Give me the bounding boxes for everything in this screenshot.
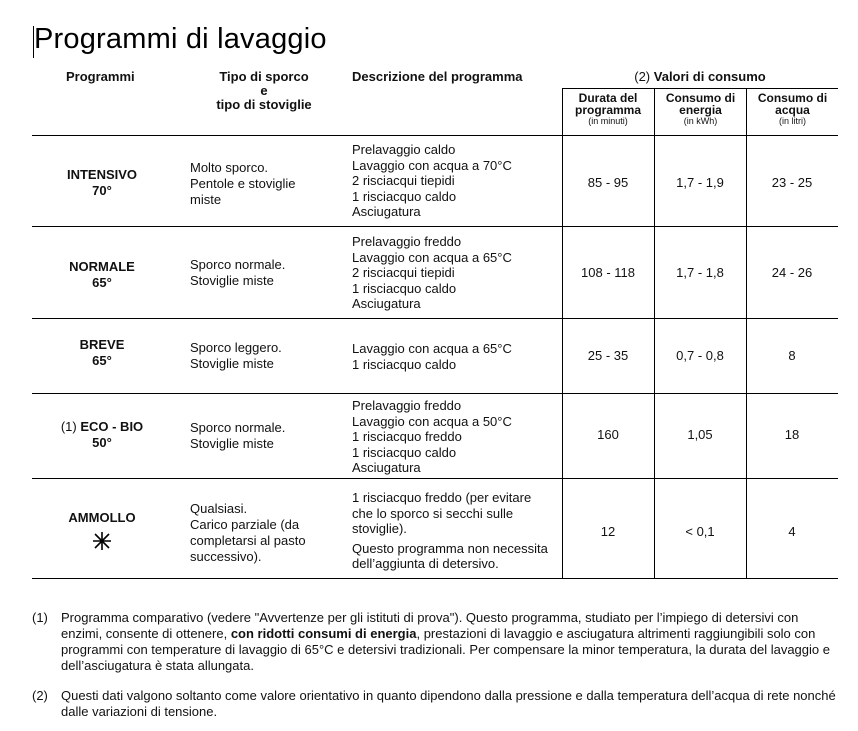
header-acqua-label: Consumo di acqua xyxy=(757,91,828,117)
table-row xyxy=(32,319,838,393)
header-tipo-line2: e xyxy=(260,83,268,98)
description-line: Prelavaggio freddo xyxy=(352,398,462,413)
header-energia xyxy=(655,92,746,127)
table-rule-bottom xyxy=(32,578,838,579)
program-footnote-ref: (1) xyxy=(60,419,77,434)
header-descrizione: Descrizione del programma xyxy=(352,69,523,84)
program-label: INTENSIVO xyxy=(66,167,138,182)
description-line: Prelavaggio freddo xyxy=(352,234,462,249)
description-line: che lo sporco si secchi sulle xyxy=(352,505,514,521)
program-temp: 65° xyxy=(92,353,112,368)
header-programmi: Programmi xyxy=(66,69,135,84)
header-valori-consumo xyxy=(562,69,838,85)
header-durata-label: Durata del programma xyxy=(574,91,642,117)
program-name xyxy=(32,337,172,369)
acqua-value: 23 - 25 xyxy=(771,175,813,190)
program-name xyxy=(32,510,172,552)
program-label: ECO - BIO xyxy=(80,419,144,434)
soil-type: Sporco leggero. Stoviglie miste xyxy=(190,340,282,371)
footnote-2 xyxy=(32,688,838,722)
energia-value: < 0,1 xyxy=(685,524,715,539)
program-temp: 70° xyxy=(92,183,112,198)
footnote-number: (2) xyxy=(32,688,48,703)
energia-value: 1,7 - 1,9 xyxy=(676,175,724,190)
energia-value: 1,7 - 1,8 xyxy=(676,265,724,280)
header-durata-unit: (in minuti) xyxy=(588,116,628,126)
durata-value: 160 xyxy=(597,427,619,442)
footnote-text-b: , prestazioni di lavaggio e asciugatura altrimenti raggiungibili solo con programmi con temperature di lavaggio di 65°C e detersivi tradizionali. Per compensare la minor temperatura, la durata del lavaggio e dell’asciugatura è stata allungata. xyxy=(61,626,830,673)
description-line: 1 risciacquo caldo xyxy=(352,188,457,204)
description-line: 1 risciacquo caldo xyxy=(352,356,457,372)
durata-value: 25 - 35 xyxy=(587,348,629,363)
soil-type: Molto sporco. Pentole e stoviglie miste xyxy=(190,160,296,207)
program-description xyxy=(352,234,562,312)
header-tipo-sporco xyxy=(204,69,324,113)
energia-value: 1,05 xyxy=(687,427,713,442)
table-row xyxy=(32,136,838,226)
program-description xyxy=(352,142,562,220)
table-rule-valori xyxy=(562,88,838,89)
description-line: 1 risciacquo caldo xyxy=(352,280,457,296)
description-line: Questo programma non necessita xyxy=(352,540,548,556)
header-durata xyxy=(562,92,654,127)
table-row xyxy=(32,227,838,318)
acqua-value: 18 xyxy=(784,427,800,442)
durata-value: 108 - 118 xyxy=(581,265,635,280)
header-energia-unit: (in kWh) xyxy=(683,116,718,126)
footnote-text-a: Programma comparativo (vedere "Avvertenze per gli istituti di prova"). Questo programma, studiato per l’impiego di detersivi con enzimi, consente di ottenere, xyxy=(61,610,799,641)
acqua-value: 8 xyxy=(788,348,796,363)
program-name xyxy=(32,167,172,199)
header-acqua xyxy=(747,92,838,127)
description-line: Prelavaggio caldo xyxy=(352,142,456,157)
footnote-1 xyxy=(32,610,838,674)
header-acqua-unit: (in litri) xyxy=(779,116,806,126)
description-line: dell’aggiunta di detersivo. xyxy=(352,556,499,572)
program-description xyxy=(352,341,562,372)
footnote-number: (1) xyxy=(32,610,48,625)
soil-type: Sporco normale. Stoviglie miste xyxy=(190,257,286,288)
program-name xyxy=(32,419,172,451)
program-label: BREVE xyxy=(79,337,125,352)
program-description xyxy=(352,398,562,476)
description-line: Asciugatura xyxy=(352,460,421,476)
program-label: NORMALE xyxy=(69,259,135,274)
description-line: 2 risciacqui tiepidi xyxy=(352,265,455,281)
soil-type: Qualsiasi. Carico parziale (da completarsi al pasto successivo). xyxy=(190,501,306,564)
description-line: Asciugatura xyxy=(352,204,421,220)
program-label: AMMOLLO xyxy=(68,510,136,525)
program-description xyxy=(352,490,562,572)
header-tipo-line3: tipo di stoviglie xyxy=(216,97,312,112)
header-valori-label: Valori di consumo xyxy=(653,69,766,84)
header-valori-ref: (2) xyxy=(634,69,651,84)
description-line: Lavaggio con acqua a 65°C xyxy=(352,249,512,265)
table-row xyxy=(32,394,838,478)
durata-value: 85 - 95 xyxy=(587,175,629,190)
table-row xyxy=(32,479,838,578)
description-line: 2 risciacqui tiepidi xyxy=(352,173,455,189)
footnote-text xyxy=(61,688,841,720)
header-tipo-line1: Tipo di sporco xyxy=(219,69,309,84)
soil-type: Sporco normale. Stoviglie miste xyxy=(190,420,286,451)
footnote-text-a: Questi dati valgono soltanto come valore orientativo in quanto dipendono dalla pressione e dalla temperatura dell’acqua di rete nonché dalle variazioni di tensione. xyxy=(61,688,836,719)
description-line: Asciugatura xyxy=(352,296,421,312)
acqua-value: 4 xyxy=(788,524,796,539)
footnote-text-bold: con ridotti consumi di energia xyxy=(230,626,417,641)
durata-value: 12 xyxy=(600,524,616,539)
energia-value: 0,7 - 0,8 xyxy=(676,348,724,363)
description-line: Lavaggio con acqua a 70°C xyxy=(352,157,512,173)
description-note xyxy=(352,541,562,572)
program-name xyxy=(32,259,172,291)
description-line: 1 risciacquo caldo xyxy=(352,444,457,460)
page-title: Programmi di lavaggio xyxy=(34,23,327,55)
header-energia-label: Consumo di energia xyxy=(665,91,736,117)
acqua-value: 24 - 26 xyxy=(771,265,813,280)
description-line: 1 risciacquo freddo xyxy=(352,429,462,445)
description-line: Lavaggio con acqua a 50°C xyxy=(352,413,512,429)
footnote-text xyxy=(61,610,841,674)
description-line: 1 risciacquo freddo (per evitare xyxy=(352,490,532,505)
description-line: Lavaggio con acqua a 65°C xyxy=(352,341,512,356)
program-temp: 65° xyxy=(92,275,112,290)
program-label-line xyxy=(32,419,172,435)
asterisk-symbol-icon xyxy=(91,530,113,552)
description-line: stoviglie). xyxy=(352,521,407,537)
program-temp: 50° xyxy=(92,435,112,450)
